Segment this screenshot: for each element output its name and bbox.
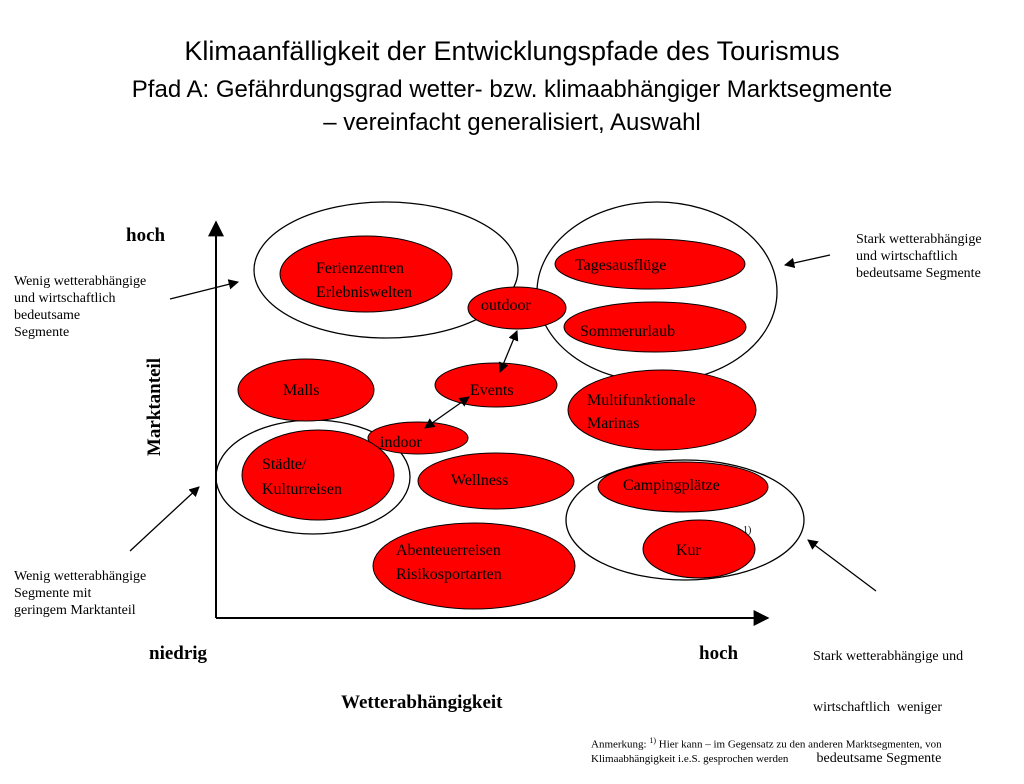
svg-text:Kulturreisen: Kulturreisen	[262, 481, 342, 498]
segment-malls	[238, 359, 374, 421]
annotation-bottom-left: Wenig wetterabhängige Segmente mit geringem Marktanteil	[14, 569, 147, 618]
svg-text:Risikosportarten: Risikosportarten	[396, 566, 502, 583]
title-line-3: – vereinfacht generalisiert, Auswahl	[323, 109, 701, 136]
title-line-2: Pfad A: Gefährdungsgrad wetter- bzw. klimaabhängiger Marktsegmente	[131, 76, 893, 103]
segment-marinas	[568, 370, 756, 450]
segment-wellness	[418, 453, 574, 509]
footnote: Anmerkung: $^{1)}$ Hier kann – im Gegensatz zu den anderen Marktsegmenten, von Klimaabhängigkeit i.e.S. gesprochen werden	[591, 736, 942, 765]
segment-kur	[643, 520, 755, 578]
svg-text:Marinas: Marinas	[587, 415, 640, 432]
svg-text:Multifunktionale: Multifunktionale	[587, 392, 696, 409]
svg-text:Wellness: Wellness	[451, 472, 509, 489]
segment-tagesausfluege	[555, 239, 745, 289]
segment-outdoor	[468, 287, 566, 329]
segment-ferienzentren	[280, 236, 452, 312]
annotation-bottom-right: Stark wetterabhängige und wirtschaftlich weniger bedeutsame Segmente	[813, 649, 964, 766]
kur-footnote-marker: 1)	[743, 525, 752, 536]
svg-text:outdoor: outdoor	[481, 297, 531, 314]
svg-text:Erlebniswelten: Erlebniswelten	[316, 284, 412, 301]
arrow-top-right	[785, 255, 830, 265]
title-line-1: Klimaanfälligkeit der Entwicklungspfade des Tourismus	[184, 36, 840, 66]
segment-camping	[598, 462, 768, 512]
segment-sommerurlaub	[564, 302, 746, 352]
group-outline-top-right	[537, 202, 777, 382]
arrow-bottom-right	[808, 540, 876, 591]
x-axis-high-label: hoch	[699, 643, 739, 664]
annotation-top-right: Stark wetterabhängige und wirtschaftlich bedeutsame Segmente	[856, 232, 982, 281]
y-axis-high-label: hoch	[126, 225, 166, 246]
svg-text:indoor: indoor	[380, 434, 422, 451]
segment-staedte	[242, 430, 394, 520]
x-axis-low-label: niedrig	[149, 643, 208, 664]
segment-events	[435, 363, 557, 407]
svg-text:Events: Events	[470, 382, 514, 399]
svg-text:Tagesausflüge: Tagesausflüge	[575, 257, 667, 274]
svg-text:Malls: Malls	[283, 382, 320, 399]
svg-text:Campingplätze: Campingplätze	[623, 477, 720, 494]
annotation-top-left: Wenig wetterabhängige und wirtschaftlich bedeutsame Segmente	[14, 274, 147, 340]
x-axis-label: Wetterabhängigkeit	[341, 692, 503, 713]
arrow-top-left	[170, 282, 238, 299]
segment-indoor	[368, 422, 468, 454]
svg-text:Sommerurlaub: Sommerurlaub	[580, 323, 676, 340]
segment-abenteuer	[373, 523, 575, 609]
svg-text:Städte/: Städte/	[262, 456, 307, 473]
arrow-bottom-left	[130, 487, 199, 551]
svg-text:Kur: Kur	[676, 542, 701, 559]
arrow-events-indoor	[425, 397, 469, 428]
svg-text:Ferienzentren: Ferienzentren	[316, 260, 404, 277]
svg-text:Abenteuerreisen: Abenteuerreisen	[396, 542, 501, 559]
y-axis-label: Marktanteil	[144, 357, 165, 457]
